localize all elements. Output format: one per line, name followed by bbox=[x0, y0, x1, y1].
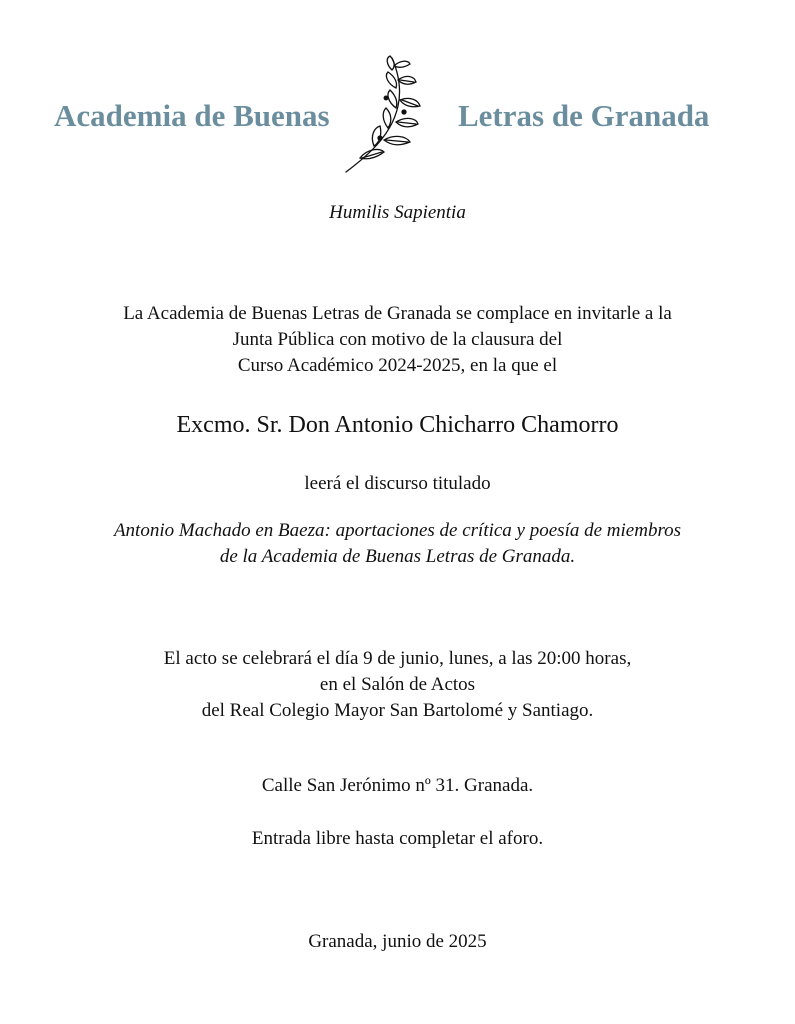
academy-name-left: Academia de Buenas bbox=[54, 98, 330, 133]
event-line: El acto se celebrará el día 9 de junio, lunes, a las 20:00 horas, bbox=[163, 648, 632, 669]
honoree-name: Excmo. Sr. Don Antonio Chicharro Chamorro bbox=[176, 412, 619, 438]
intro-line: Curso Académico 2024-2025, en la que el bbox=[237, 355, 558, 376]
letterhead bbox=[0, 54, 795, 184]
address: Calle San Jerónimo nº 31. Granada. bbox=[261, 775, 534, 796]
event-line: del Real Colegio Mayor San Bartolomé y Santiago. bbox=[201, 700, 594, 721]
speech-title-line: Antonio Machado en Baeza: aportaciones de crítica y poesía de miembros bbox=[113, 520, 682, 541]
reads-label: leerá el discurso titulado bbox=[304, 473, 491, 494]
closing-date: Granada, junio de 2025 bbox=[308, 931, 487, 952]
intro-line: La Academia de Buenas Letras de Granada se complace en invitarle a la bbox=[123, 303, 672, 324]
intro-paragraph bbox=[0, 301, 795, 379]
motto: Humilis Sapientia bbox=[329, 202, 466, 223]
intro-line: Junta Pública con motivo de la clausura del bbox=[232, 329, 563, 350]
speech-title-line: de la Academia de Buenas Letras de Granada. bbox=[219, 546, 576, 567]
academy-name-right: Letras de Granada bbox=[458, 98, 710, 133]
laurel-branch-icon bbox=[340, 54, 430, 176]
speech-title bbox=[0, 518, 795, 570]
event-details bbox=[0, 646, 795, 724]
event-line: en el Salón de Actos bbox=[319, 674, 476, 695]
entry-note: Entrada libre hasta completar el aforo. bbox=[251, 828, 544, 849]
